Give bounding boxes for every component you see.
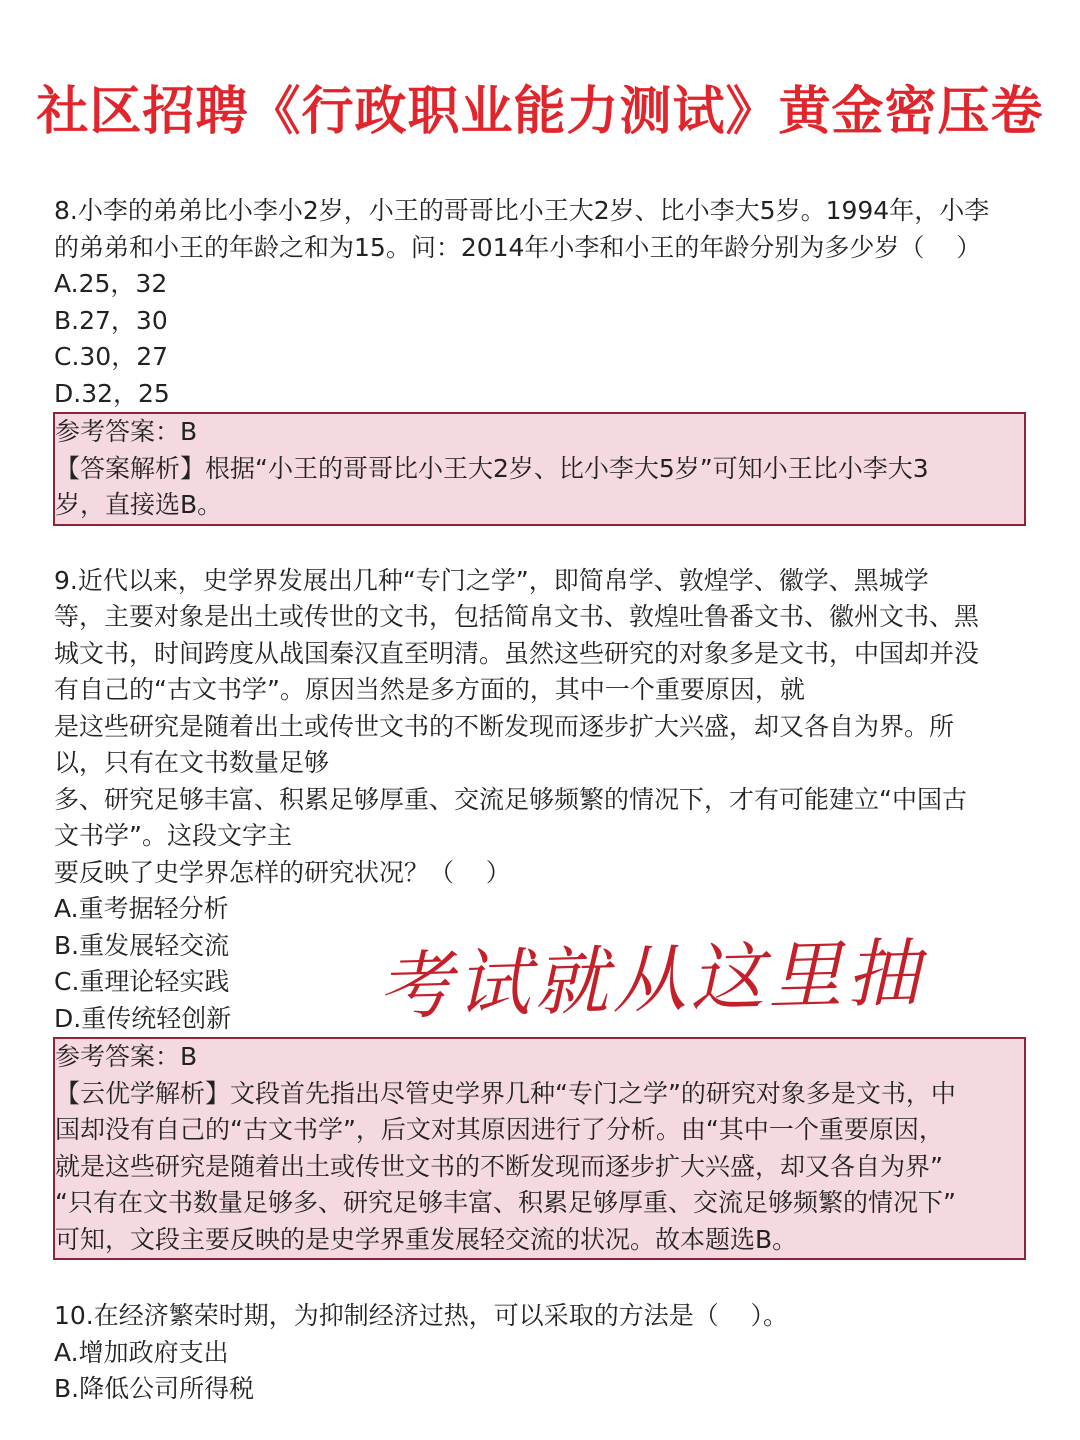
spacer — [54, 1260, 1026, 1298]
option-b: B.降低公司所得税 — [54, 1374, 255, 1403]
stem-line: 以，只有在文书数量足够 — [54, 748, 330, 777]
handwritten-stamp-text: 考试就从这里抽 — [376, 930, 926, 1031]
answer-box — [53, 1037, 1026, 1260]
question-list — [54, 193, 1026, 1408]
stem-line: 多、研究足够丰富、积累足够厚重、交流足够频繁的情况下，才有可能建立“中国古 — [54, 784, 967, 814]
option-d: D.重传统轻创新 — [54, 1003, 232, 1033]
stem-line: 10.在经济繁荣时期，为抑制经济过热，可以采取的方法是（ ）。 — [54, 1301, 789, 1330]
spacer — [54, 526, 1026, 563]
option-b: B.重发展轻交流 — [54, 930, 230, 960]
answer-explanation-line: 可知，文段主要反映的是史学界重发展轻交流的状况。故本题选B。 — [55, 1224, 798, 1254]
stem-line: 文书学”。这段文字主 — [54, 821, 292, 850]
stem-line: 城文书，时间跨度从战国秦汉直至明清。虽然这些研究的对象多是文书，中国却并没 — [54, 638, 980, 668]
question-9 — [54, 563, 1026, 1261]
question-10-stem — [54, 1298, 1026, 1335]
option-b: B.27，30 — [54, 305, 168, 335]
stem-line: 是这些研究是随着出土或传世文书的不断发现而逐步扩大兴盛，却又各自为界。所 — [54, 711, 955, 741]
question-10 — [54, 1298, 1026, 1408]
stem-line: 8.小李的弟弟比小李小2岁，小王的哥哥比小王大2岁、比小李大5岁。1994年，小李 — [54, 196, 990, 225]
answer-explanation-line: 【答案解析】根据“小王的哥哥比小王大2岁、比小李大5岁”可知小王比小李大3 — [55, 453, 929, 483]
option-a: A.重考据轻分析 — [54, 894, 229, 923]
answer-label: 参考答案：B — [55, 1042, 198, 1071]
option-a: A.增加政府支出 — [54, 1337, 229, 1367]
stem-line: 等，主要对象是出土或传世的文书，包括简帛文书、敦煌吐鲁番文书、徽州文书、黑 — [54, 602, 980, 631]
option-a: A.25，32 — [54, 269, 168, 298]
answer-explanation-line: 【云优学解析】文段首先指出尽管史学界几种“专门之学”的研究对象多是文书，中 — [55, 1078, 956, 1108]
page-title: 社区招聘《行政职业能力测试》黄金密压卷 — [36, 82, 1044, 142]
stem-line: 有自己的“古文书学”。原因当然是多方面的，其中一个重要原因，就 — [54, 675, 805, 704]
answer-label: 参考答案：B — [55, 417, 198, 446]
stem-line: 9.近代以来，史学界发展出几种“专门之学”，即简帛学、敦煌学、徽学、黑城学 — [54, 565, 929, 595]
option-c: C.重理论轻实践 — [54, 967, 230, 996]
stem-line: 的弟弟和小王的年龄之和为15。问：2014年小李和小王的年龄分别为多少岁（ ） — [54, 232, 982, 262]
answer-explanation-line: “只有在文书数量足够多、研究足够丰富、积累足够厚重、交流足够频繁的情况下” — [55, 1188, 956, 1217]
stem-line: 要反映了史学界怎样的研究状况？（ ） — [54, 857, 511, 887]
question-9-stem — [54, 563, 1026, 892]
answer-explanation-line: 岁，直接选B。 — [55, 490, 223, 519]
option-d: D.32，25 — [54, 378, 170, 408]
answer-explanation-line: 就是这些研究是随着出土或传世文书的不断发现而逐步扩大兴盛，却又各自为界” — [55, 1151, 943, 1181]
question-8 — [54, 193, 1026, 526]
answer-explanation-line: 国却没有自己的“古文书学”，后文对其原因进行了分析。由“其中一个重要原因， — [55, 1115, 944, 1144]
answer-box — [53, 412, 1026, 526]
question-8-stem — [54, 193, 1026, 266]
option-c: C.30，27 — [54, 342, 169, 371]
